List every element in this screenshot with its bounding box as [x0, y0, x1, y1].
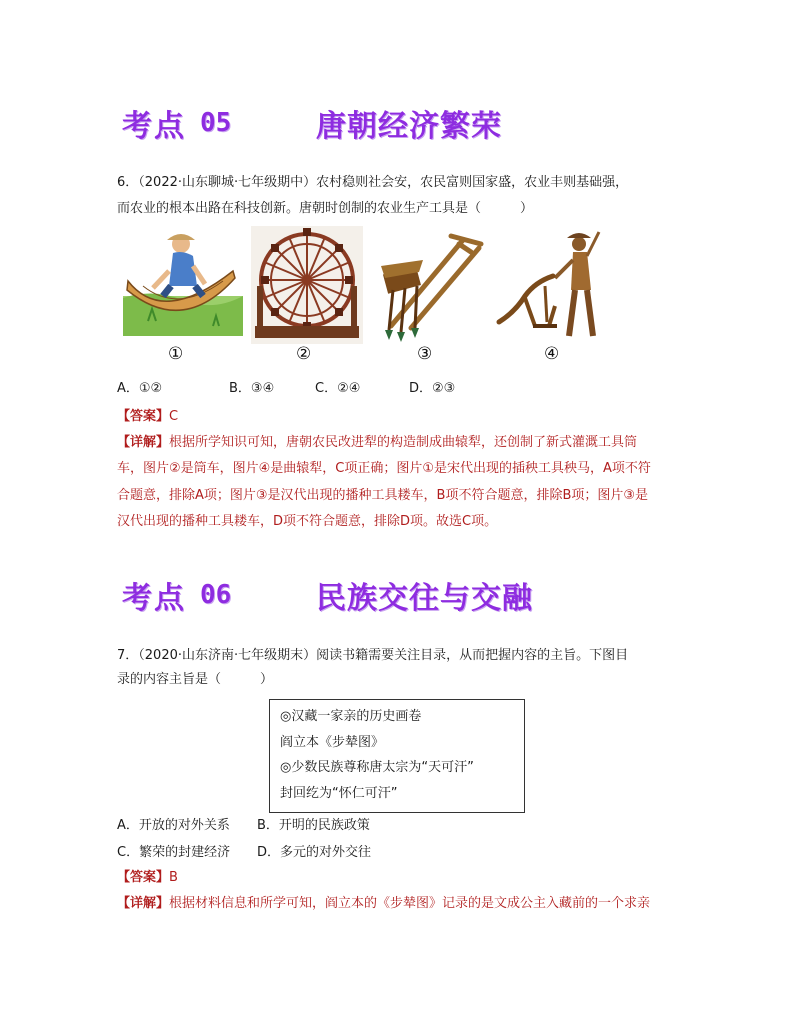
- table-of-contents-box: [269, 699, 525, 813]
- question-6-line-2: 而农业的根本出路在科技创新。唐朝时创制的农业生产工具是（ ）: [117, 201, 534, 216]
- question-6-detail-line-2: 车，图片②是筒车，图片④是曲辕犁，C项正确；图片①是宋代出现的插秧工具秧马，A项不符: [117, 461, 651, 476]
- question-6-line-1: 6．（2022·山东聊城·七年级期中）农村稳则社会安，农民富则国家盛，农业丰则基础强，: [117, 175, 629, 190]
- answer-value: B: [169, 870, 178, 885]
- option-a: A．①②: [117, 381, 163, 396]
- question-7-line-2: 录的内容主旨是（ ）: [117, 672, 274, 687]
- image-label-1: ①: [168, 344, 184, 364]
- option-b: B．③④: [229, 381, 275, 396]
- section-title: 唐朝经济繁荣: [316, 109, 502, 144]
- toc-item: 阎立本《步辇图》: [280, 734, 385, 750]
- question-7-options-row-2: [117, 842, 371, 864]
- seed-drill-image: [371, 226, 491, 344]
- option-b: B．开明的民族政策: [257, 818, 370, 833]
- section-word: 考点: [122, 581, 186, 616]
- detail-text: 根据材料信息和所学可知，阎立本的《步辇图》记录的是文成公主入藏前的一个求亲: [169, 896, 651, 911]
- question-6-detail-line-4: 汉代出现的播种工具耧车，D项不符合题意，排除D项。故选C项。: [117, 514, 498, 529]
- answer-value: C: [169, 409, 179, 424]
- detail-tag: 【详解】: [117, 435, 170, 450]
- image-label-4: ④: [544, 344, 560, 364]
- toc-item: 封回纥为“怀仁可汗”: [280, 785, 398, 801]
- detail-text: 根据所学知识可知，唐朝农民改进犁的构造制成曲辕犁，还创制了新式灌溉工具筒: [169, 435, 638, 450]
- seedling-horse-image: [123, 226, 243, 344]
- answer-tag: 【答案】: [117, 870, 170, 885]
- option-d: D．多元的对外交往: [257, 845, 372, 860]
- section-word: 考点: [122, 109, 186, 144]
- section-number: 05: [200, 108, 232, 138]
- toc-item: ◎少数民族尊称唐太宗为“天可汗”: [280, 760, 474, 775]
- question-6-answer: [117, 406, 178, 428]
- answer-tag: 【答案】: [117, 409, 170, 424]
- curved-plough-image: [495, 226, 615, 344]
- question-6-detail-line-3: 合题意，排除A项；图片③是汉代出现的播种工具耧车，B项不符合题意，排除B项；图片③是: [117, 488, 649, 503]
- image-label-2: ②: [296, 344, 312, 364]
- option-c: C．②④: [315, 381, 361, 396]
- option-a: A．开放的对外关系: [117, 818, 230, 833]
- question-7-options-row-1: [117, 815, 370, 837]
- toc-item: ◎汉藏一家亲的历史画卷: [280, 709, 422, 724]
- question-6-options: [117, 378, 455, 400]
- question-6-images: [123, 226, 623, 366]
- section-title: 民族交往与交融: [316, 581, 533, 616]
- image-label-3: ③: [417, 344, 433, 364]
- question-7-answer: [117, 867, 178, 889]
- tube-wheel-image: [251, 226, 363, 344]
- option-c: C．繁荣的封建经济: [117, 845, 231, 860]
- section-heading-05: [122, 98, 502, 148]
- section-number: 06: [200, 580, 232, 610]
- option-d: D．②③: [409, 381, 456, 396]
- detail-tag: 【详解】: [117, 896, 170, 911]
- question-7-detail: [117, 893, 650, 915]
- question-7-line-1: 7．（2020·山东济南·七年级期末）阅读书籍需要关注目录，从而把握内容的主旨。下图目: [117, 648, 629, 663]
- question-6-detail-line-1: [117, 432, 637, 454]
- section-heading-06: [122, 570, 533, 620]
